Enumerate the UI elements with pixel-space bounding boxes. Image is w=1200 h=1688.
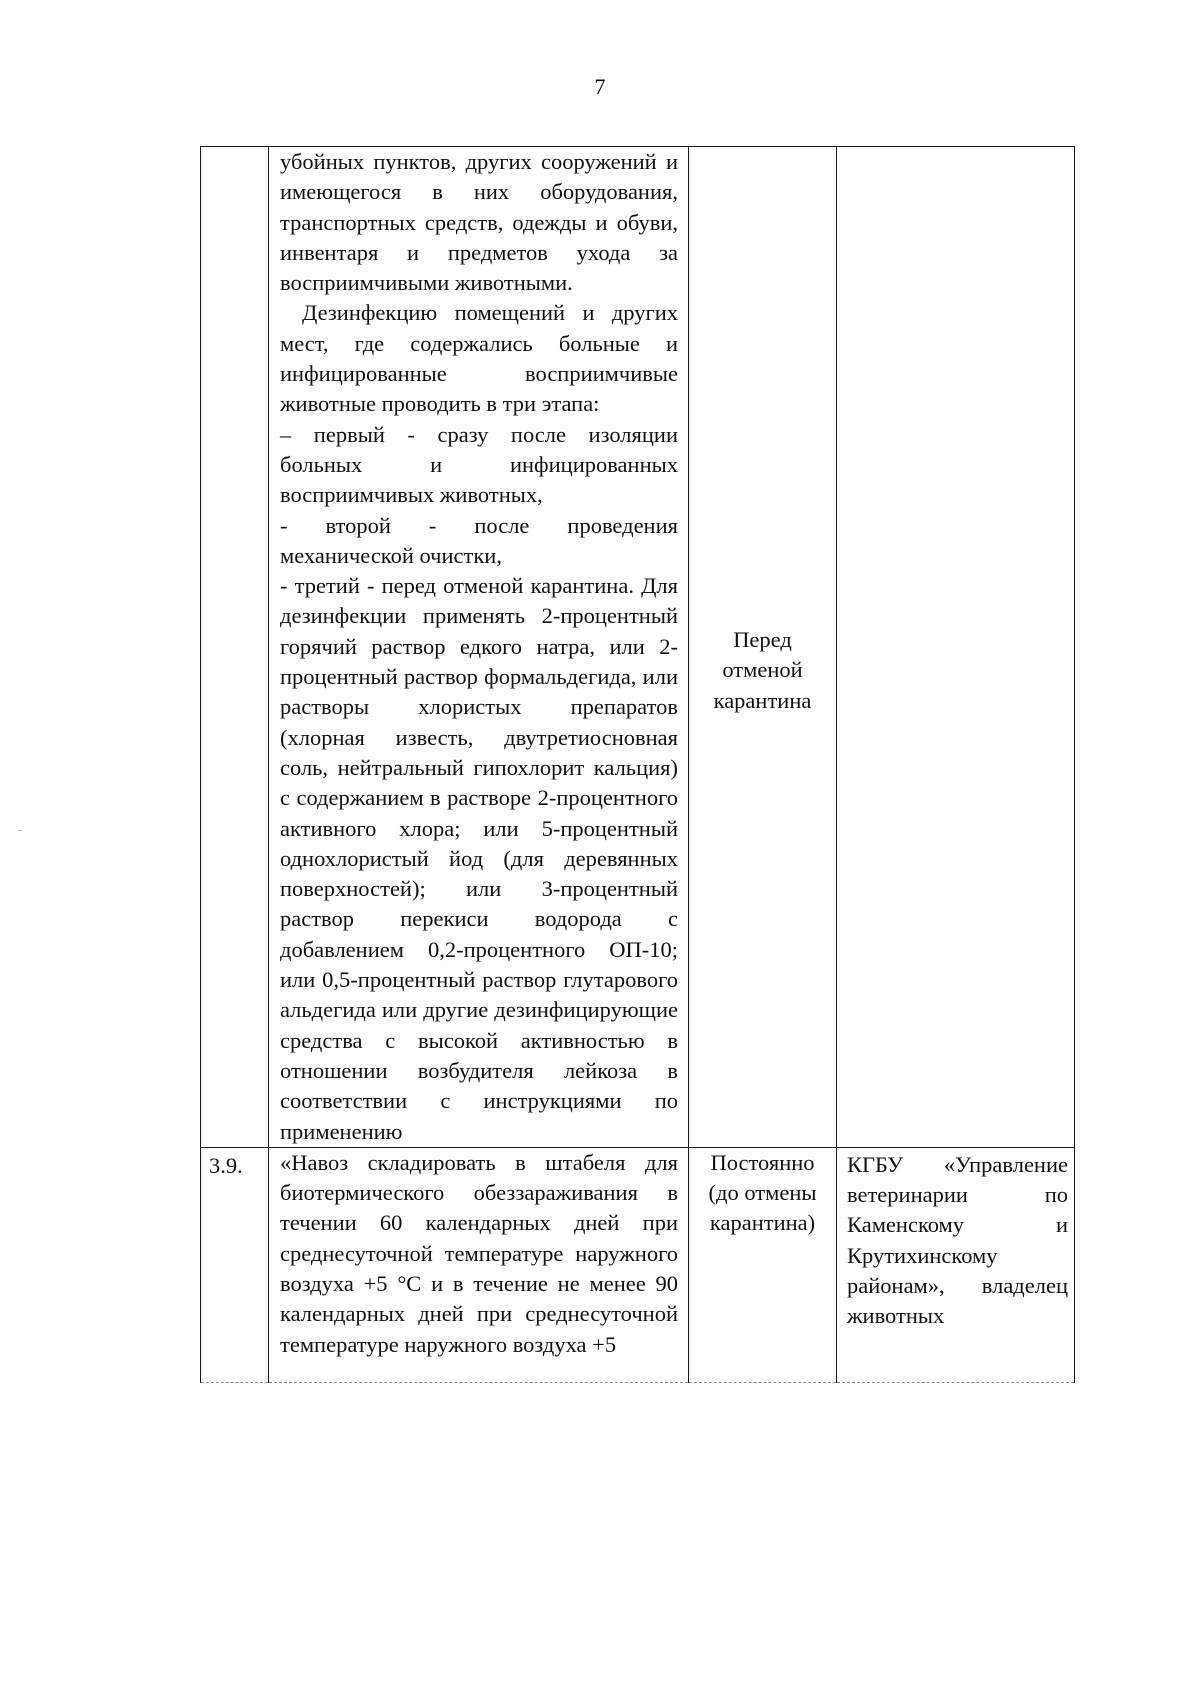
table-row-3-9 bbox=[201, 1147, 1075, 1382]
term-spacer bbox=[693, 147, 832, 625]
table-row-continued bbox=[201, 147, 1075, 1148]
measures-table bbox=[200, 146, 1075, 1383]
responsible-cell bbox=[837, 147, 1075, 1148]
row-number-cell: 3.9. bbox=[201, 1147, 269, 1382]
responsible-text: КГБУ «Управление ветеринарии по Каменскому и Крутихинскому районам», владелец животных bbox=[847, 1151, 1068, 1329]
term-cell bbox=[689, 1147, 837, 1382]
measure-paragraph: Дезинфекцию помещений и других мест, где содержались больные и инфицированные восприимчивые животные проводить в три этапа: bbox=[280, 300, 678, 417]
term-cell bbox=[689, 147, 837, 1148]
measure-paragraph: – первый - сразу после изоляции больных и инфицированных восприимчивых животных, bbox=[280, 421, 678, 508]
measure-paragraph: «Навоз складировать в штабеля для биотермического обеззараживания в течении 60 календарных дней при среднесуточной температуре наружного воздуха +5 °С и в течение не менее 90 календарных дней при среднесуточной температуре наружного воздуха +5 bbox=[280, 1149, 678, 1357]
page-number: 7 bbox=[594, 74, 606, 99]
term-text: Постоянно (до отмены карантина) bbox=[708, 1149, 817, 1236]
measure-paragraph: - второй - после проведения механической очистки, bbox=[280, 512, 678, 568]
measure-paragraph: - третий - перед отменой карантина. Для дезинфекции применять 2-процентный горячий раствор едкого натра, или 2-процентный раствор формальдегида, или растворы хлористых препаратов (хлорная известь, двутретиосновная соль, нейтральный гипохлорит кальция) с содержанием в растворе 2-процентного активного хлора; или 5-процентный однохлористый йод (для деревянных поверхностей); или 3-процентный раствор перекиси водорода с добавлением 0,2-процентного ОП-10; или 0,5-процентный раствор глутарового альдегида или другие дезинфицирующие средства с высокой активностью в отношении возбудителя лейкоза в соответствии с инструкциями по применению bbox=[280, 573, 678, 1144]
term-text: Перед отменой карантина bbox=[713, 627, 812, 713]
measure-paragraph: убойных пунктов, других сооружений и имеющегося в них оборудования, транспортных средств, одежды и обуви, инвентаря и предметов ухода за восприимчивыми животными. bbox=[280, 149, 678, 296]
measure-text-cell bbox=[269, 147, 689, 1148]
scan-margin-mark bbox=[18, 830, 22, 831]
row-number-cell bbox=[201, 147, 269, 1148]
responsible-cell bbox=[837, 1147, 1075, 1382]
measure-text-cell bbox=[269, 1147, 689, 1382]
